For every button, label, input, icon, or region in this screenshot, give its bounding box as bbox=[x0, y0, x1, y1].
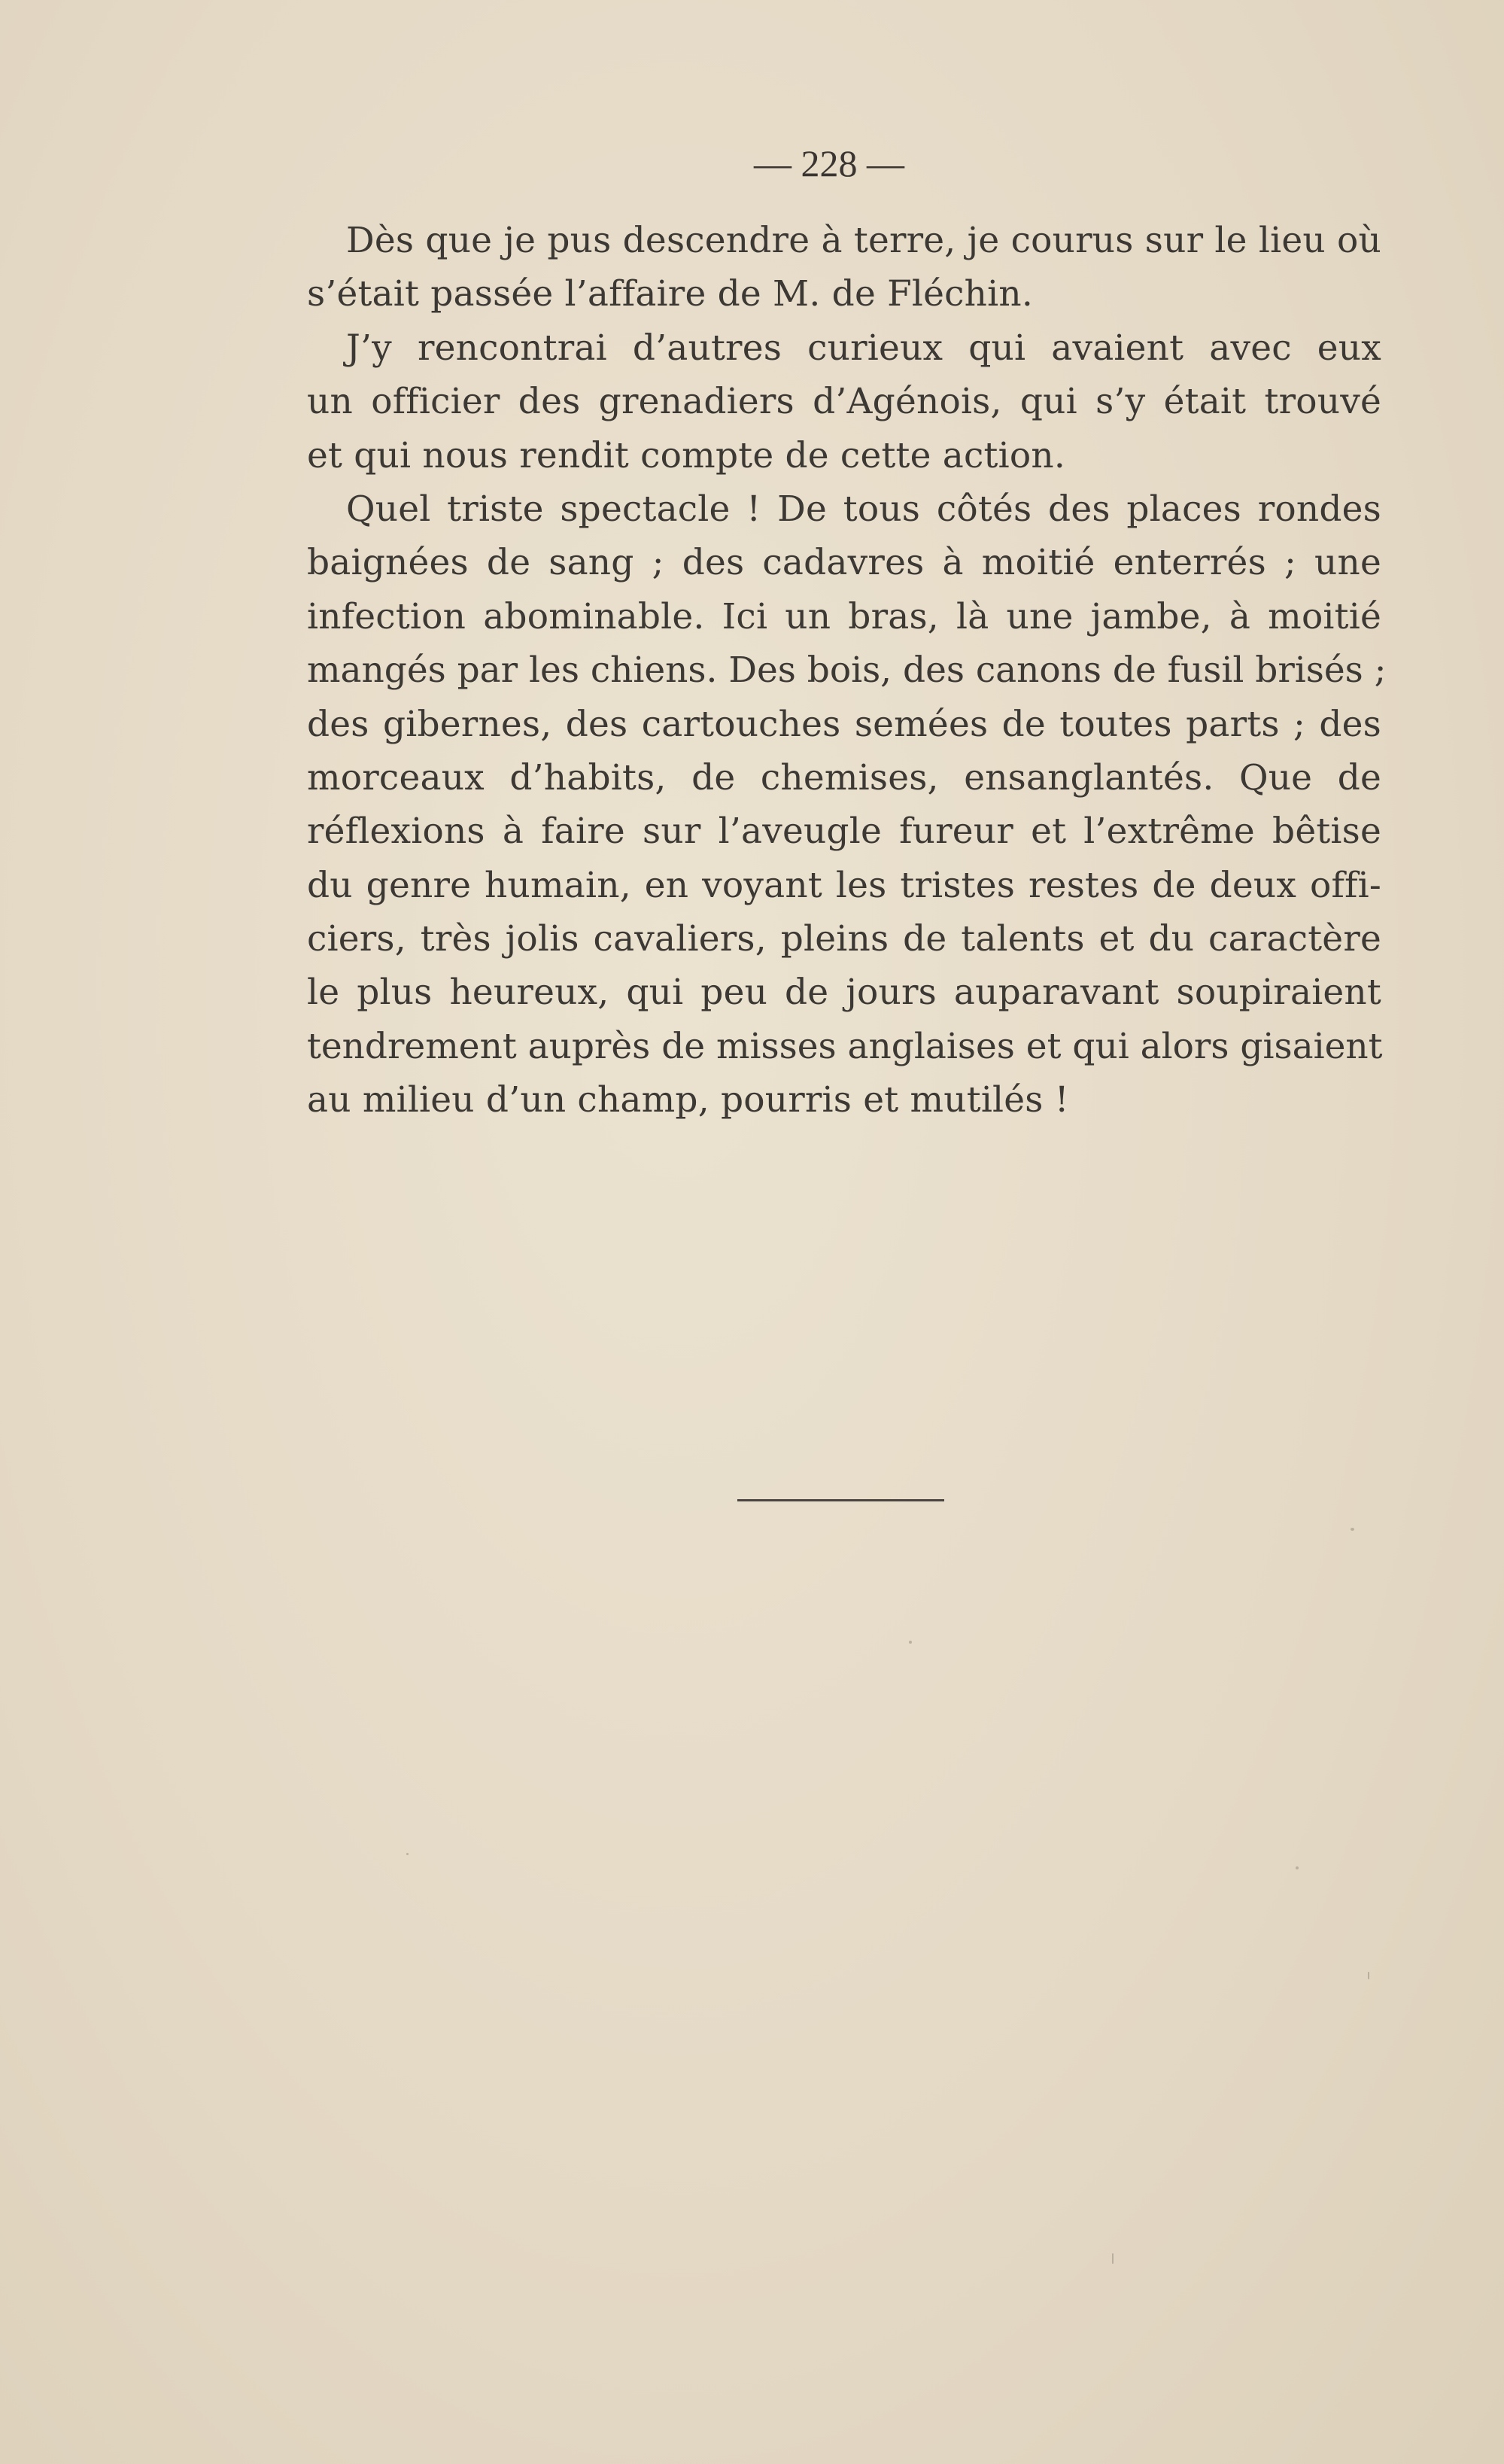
end-of-chapter-rule bbox=[737, 1499, 944, 1501]
paper-speck bbox=[1351, 1528, 1354, 1531]
text-line: mangés par les chiens. Des bois, des canons de fusil brisés ; bbox=[307, 649, 1387, 692]
paper-speck bbox=[406, 1853, 409, 1855]
paper-speck bbox=[909, 1641, 912, 1644]
body-text bbox=[307, 214, 1387, 1127]
text-line: des gibernes, des cartouches semées de toutes parts ; des bbox=[307, 703, 1381, 745]
page-number-text: — 228 — bbox=[754, 142, 904, 184]
text-line: Dès que je pus descendre à terre, je courus sur le lieu où bbox=[346, 220, 1381, 261]
paper-speck bbox=[1368, 1972, 1369, 1979]
text-line: tendrement auprès de misses anglaises et qui alors gisaient bbox=[307, 1025, 1383, 1067]
text-line: morceaux d’habits, de chemises, ensanglantés. Que de bbox=[307, 756, 1381, 799]
text-line: baignées de sang ; des cadavres à moitié enterrés ; une bbox=[307, 542, 1381, 584]
text-line: au milieu d’un champ, pourris et mutilés ! bbox=[307, 1079, 1069, 1121]
text-line: le plus heureux, qui peu de jours auparavant soupiraient bbox=[307, 972, 1381, 1014]
text-line: s’était passée l’affaire de M. de Fléchin. bbox=[307, 273, 1033, 315]
text-line: et qui nous rendit compte de cette action. bbox=[307, 434, 1065, 476]
text-line: infection abominable. Ici un bras, là une jambe, à moitié bbox=[307, 595, 1381, 637]
text-line: du genre humain, en voyant les tristes restes de deux offi- bbox=[307, 864, 1381, 906]
text-line: ciers, très jolis cavaliers, pleins de talents et du caractère bbox=[307, 918, 1381, 960]
paper-speck bbox=[1112, 2253, 1114, 2264]
text-line: Quel triste spectacle ! De tous côtés des places rondes bbox=[346, 488, 1381, 530]
paper-speck bbox=[1296, 1866, 1299, 1869]
text-line: réflexions à faire sur l’aveugle fureur et l’extrême bêtise bbox=[307, 811, 1381, 853]
text-line: un officier des grenadiers d’Agénois, qui s’y était trouvé bbox=[307, 381, 1381, 423]
text-line: J’y rencontrai d’autres curieux qui avaient avec eux bbox=[346, 327, 1381, 369]
